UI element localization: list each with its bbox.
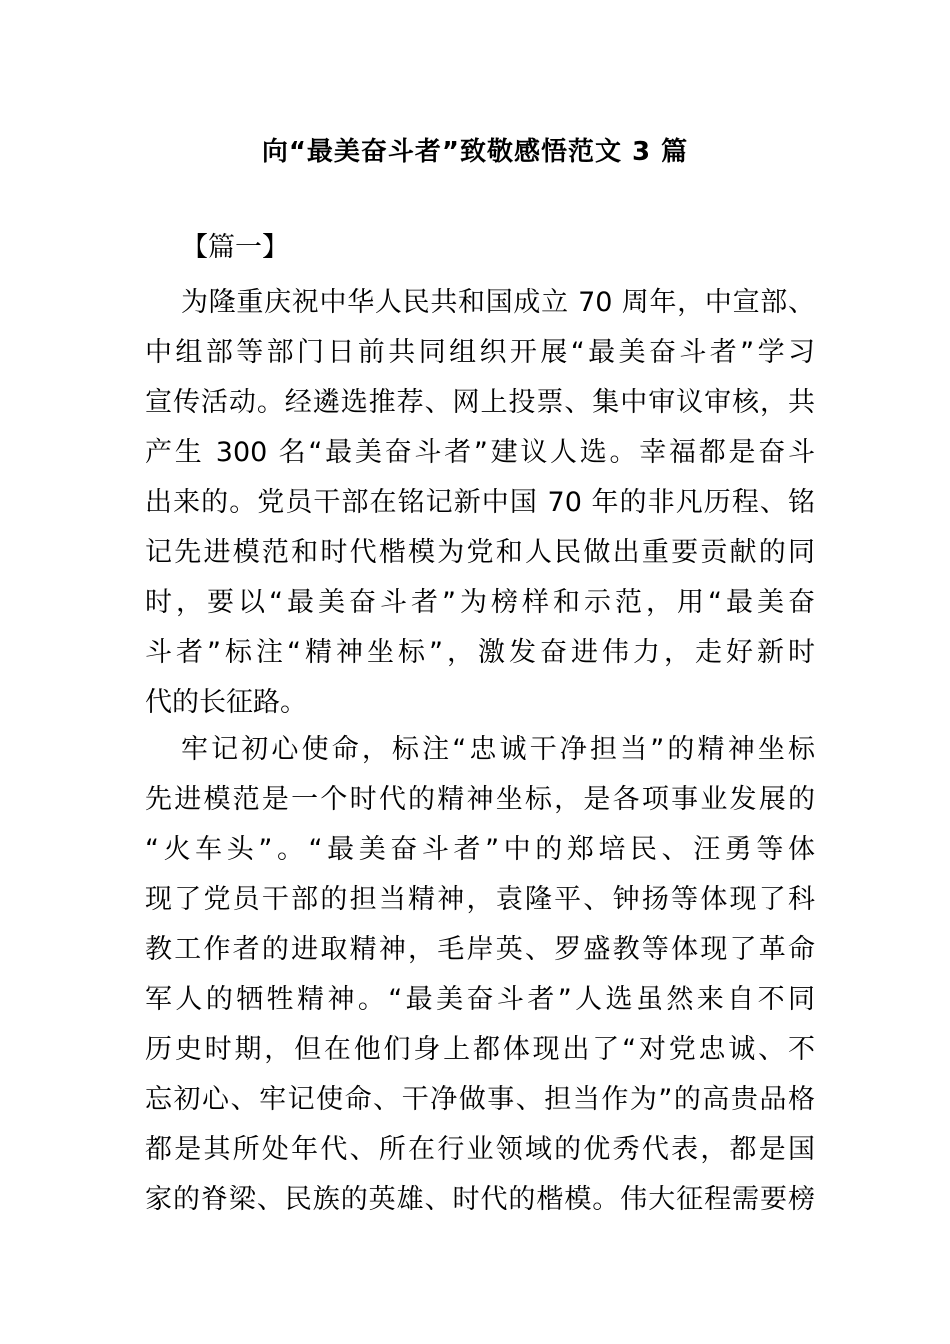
paragraph-line: 为隆重庆祝中华人民共和国成立 70 周年，中宣部、 [181, 287, 815, 318]
paragraph-line: 历史时期，但在他们身上都体现出了“对党忠诚、不 [145, 1034, 815, 1065]
paragraph-line: 产生 300 名“最美奋斗者”建议人选。幸福都是奋斗 [145, 437, 815, 468]
paragraph-line: 记先进模范和时代楷模为党和人民做出重要贡献的同 [145, 537, 815, 568]
paragraph-line: 宣传活动。经遴选推荐、网上投票、集中审议审核，共 [145, 387, 815, 418]
paragraph-line: 忘初心、牢记使命、干净做事、担当作为”的高贵品格 [145, 1084, 815, 1115]
paragraph-line: 先进模范是一个时代的精神坐标，是各项事业发展的 [145, 784, 815, 815]
paragraph-line: 出来的。党员干部在铭记新中国 70 年的非凡历程、铭 [145, 487, 815, 518]
document-title: 向“最美奋斗者”致敬感悟范文 3 篇 [261, 137, 689, 167]
paragraph-line: 代的长征路。 [145, 687, 307, 718]
section-heading: 【篇一】 [181, 232, 289, 263]
paragraph-line: 中组部等部门日前共同组织开展“最美奋斗者”学习 [145, 337, 815, 368]
paragraph-line: 教工作者的进取精神，毛岸英、罗盛教等体现了革命 [145, 934, 815, 965]
paragraph-line: “火车头”。“最美奋斗者”中的郑培民、汪勇等体 [145, 834, 815, 865]
paragraph-1 [145, 278, 815, 728]
paragraph-line: 时，要以“最美奋斗者”为榜样和示范，用“最美奋 [145, 587, 815, 618]
paragraph-2 [145, 725, 815, 1225]
paragraph-line: 现了党员干部的担当精神，袁隆平、钟扬等体现了科 [145, 884, 815, 915]
paragraph-line: 斗者”标注“精神坐标”，激发奋进伟力，走好新时 [145, 637, 815, 668]
paragraph-line: 都是其所处年代、所在行业领域的优秀代表，都是国 [145, 1134, 815, 1165]
paragraph-line: 军人的牺牲精神。“最美奋斗者”人选虽然来自不同 [145, 984, 815, 1015]
paragraph-line: 牢记初心使命，标注“忠诚干净担当”的精神坐标 [181, 734, 815, 765]
paragraph-line: 家的脊梁、民族的英雄、时代的楷模。伟大征程需要榜 [145, 1184, 815, 1215]
